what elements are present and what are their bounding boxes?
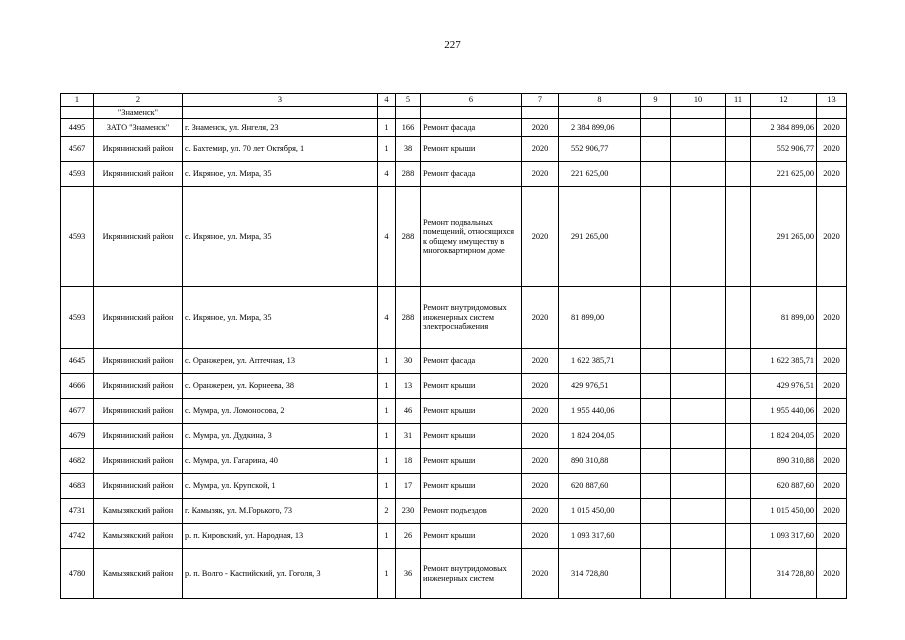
cell-c4: 1 bbox=[378, 424, 396, 449]
cell-year: 2020 bbox=[522, 162, 559, 187]
cell-district: Икрянинский район bbox=[94, 162, 183, 187]
cell-c9 bbox=[641, 287, 671, 349]
cell-address: р. п. Волго - Каспийский, ул. Гоголя, 3 bbox=[183, 549, 378, 599]
cell-amount: 291 265,00 bbox=[559, 187, 641, 287]
cell-id: 4593 bbox=[61, 187, 94, 287]
cell-c11 bbox=[726, 137, 751, 162]
table-row bbox=[61, 374, 847, 399]
cell-c13: 2020 bbox=[817, 119, 847, 137]
cell-c12: 314 728,80 bbox=[751, 549, 817, 599]
cell-id: 4593 bbox=[61, 162, 94, 187]
empty-cell bbox=[751, 107, 817, 119]
cell-c11 bbox=[726, 187, 751, 287]
header-cell: 2 bbox=[94, 94, 183, 107]
cell-c10 bbox=[671, 287, 726, 349]
empty-cell bbox=[671, 107, 726, 119]
cell-id: 4742 bbox=[61, 524, 94, 549]
cell-work: Ремонт подъездов bbox=[421, 499, 522, 524]
cell-c13: 2020 bbox=[817, 524, 847, 549]
cell-c13: 2020 bbox=[817, 399, 847, 424]
cell-c9 bbox=[641, 162, 671, 187]
cell-c4: 1 bbox=[378, 399, 396, 424]
cell-c13: 2020 bbox=[817, 187, 847, 287]
cell-id: 4677 bbox=[61, 399, 94, 424]
cell-year: 2020 bbox=[522, 374, 559, 399]
cell-c12: 552 906,77 bbox=[751, 137, 817, 162]
cell-c9 bbox=[641, 499, 671, 524]
cell-year: 2020 bbox=[522, 424, 559, 449]
cell-c4: 1 bbox=[378, 549, 396, 599]
cell-c11 bbox=[726, 549, 751, 599]
header-row bbox=[61, 94, 847, 107]
cell-work: Ремонт фасада bbox=[421, 119, 522, 137]
cell-c12: 1 093 317,60 bbox=[751, 524, 817, 549]
cell-c10 bbox=[671, 424, 726, 449]
cell-c12: 1 955 440,06 bbox=[751, 399, 817, 424]
cell-c10 bbox=[671, 374, 726, 399]
cell-c10 bbox=[671, 349, 726, 374]
cell-year: 2020 bbox=[522, 137, 559, 162]
cell-district: Икрянинский район bbox=[94, 449, 183, 474]
empty-cell bbox=[559, 107, 641, 119]
header-cell: 10 bbox=[671, 94, 726, 107]
cell-amount: 620 887,60 bbox=[559, 474, 641, 499]
empty-cell bbox=[396, 107, 421, 119]
cell-work: Ремонт крыши bbox=[421, 524, 522, 549]
cell-amount: 1 622 385,71 bbox=[559, 349, 641, 374]
cell-c13: 2020 bbox=[817, 137, 847, 162]
cell-c11 bbox=[726, 449, 751, 474]
cell-c4: 1 bbox=[378, 119, 396, 137]
table-row bbox=[61, 524, 847, 549]
cell-c4: 4 bbox=[378, 287, 396, 349]
cell-amount: 1 824 204,05 bbox=[559, 424, 641, 449]
cell-work: Ремонт внутридомовых инженерных систем электроснабжения bbox=[421, 287, 522, 349]
empty-cell bbox=[641, 107, 671, 119]
cell-c13: 2020 bbox=[817, 474, 847, 499]
empty-cell bbox=[726, 107, 751, 119]
header-cell: 9 bbox=[641, 94, 671, 107]
header-cell: 5 bbox=[396, 94, 421, 107]
cell-amount: 1 015 450,00 bbox=[559, 499, 641, 524]
header-cell: 11 bbox=[726, 94, 751, 107]
cell-c12: 890 310,88 bbox=[751, 449, 817, 474]
cell-c5: 38 bbox=[396, 137, 421, 162]
cell-address: с. Мумра, ул. Крупской, 1 bbox=[183, 474, 378, 499]
cell-address: с. Оранжереи, ул. Аптечная, 13 bbox=[183, 349, 378, 374]
cell-amount: 890 310,88 bbox=[559, 449, 641, 474]
cell-c5: 18 bbox=[396, 449, 421, 474]
table-row bbox=[61, 449, 847, 474]
cell-work: Ремонт подвальных помещений, относящихся к общему имуществу в многоквартирном доме bbox=[421, 187, 522, 287]
cell-id: 4567 bbox=[61, 137, 94, 162]
empty-cell bbox=[183, 107, 378, 119]
cell-c9 bbox=[641, 187, 671, 287]
cell-c5: 31 bbox=[396, 424, 421, 449]
cell-year: 2020 bbox=[522, 524, 559, 549]
cell-year: 2020 bbox=[522, 449, 559, 474]
cell-c4: 1 bbox=[378, 374, 396, 399]
cell-work: Ремонт крыши bbox=[421, 374, 522, 399]
cell-work: Ремонт крыши bbox=[421, 424, 522, 449]
table-row bbox=[61, 349, 847, 374]
cell-c13: 2020 bbox=[817, 499, 847, 524]
cell-c12: 2 384 899,06 bbox=[751, 119, 817, 137]
table-row bbox=[61, 424, 847, 449]
cell-c10 bbox=[671, 524, 726, 549]
cell-c4: 1 bbox=[378, 137, 396, 162]
cell-c11 bbox=[726, 349, 751, 374]
cell-c10 bbox=[671, 549, 726, 599]
cell-c4: 4 bbox=[378, 187, 396, 287]
cell-district: Икрянинский район bbox=[94, 424, 183, 449]
cell-amount: 81 899,00 bbox=[559, 287, 641, 349]
cell-c9 bbox=[641, 137, 671, 162]
header-cell: 8 bbox=[559, 94, 641, 107]
cell-amount: 221 625,00 bbox=[559, 162, 641, 187]
table-row bbox=[61, 499, 847, 524]
cell-c5: 288 bbox=[396, 187, 421, 287]
cell-c12: 81 899,00 bbox=[751, 287, 817, 349]
header-cell: 12 bbox=[751, 94, 817, 107]
cell-c13: 2020 bbox=[817, 449, 847, 474]
cell-year: 2020 bbox=[522, 287, 559, 349]
cell-year: 2020 bbox=[522, 549, 559, 599]
cell-c13: 2020 bbox=[817, 287, 847, 349]
cell-c11 bbox=[726, 119, 751, 137]
cell-c9 bbox=[641, 374, 671, 399]
cell-work: Ремонт крыши bbox=[421, 137, 522, 162]
cell-amount: 552 906,77 bbox=[559, 137, 641, 162]
header-cell: 4 bbox=[378, 94, 396, 107]
cell-c5: 288 bbox=[396, 287, 421, 349]
cell-c11 bbox=[726, 424, 751, 449]
cell-c4: 2 bbox=[378, 499, 396, 524]
cell-id: 4780 bbox=[61, 549, 94, 599]
header-cell: 1 bbox=[61, 94, 94, 107]
cell-c9 bbox=[641, 424, 671, 449]
cell-address: с. Мумра, ул. Ломоносова, 2 bbox=[183, 399, 378, 424]
cell-c9 bbox=[641, 549, 671, 599]
cell-c11 bbox=[726, 474, 751, 499]
cell-c12: 221 625,00 bbox=[751, 162, 817, 187]
cell-district: Камызякский район bbox=[94, 524, 183, 549]
cell-district: Икрянинский район bbox=[94, 187, 183, 287]
cell-district: Икрянинский район bbox=[94, 399, 183, 424]
repair-schedule-table bbox=[60, 93, 847, 599]
cell-c4: 1 bbox=[378, 524, 396, 549]
cell-address: с. Икряное, ул. Мира, 35 bbox=[183, 187, 378, 287]
cell-year: 2020 bbox=[522, 349, 559, 374]
cell-c4: 1 bbox=[378, 449, 396, 474]
cell-c5: 288 bbox=[396, 162, 421, 187]
continuation-district-cell: "Знаменск" bbox=[94, 107, 183, 119]
cell-year: 2020 bbox=[522, 399, 559, 424]
cell-address: с. Мумра, ул. Дудкина, 3 bbox=[183, 424, 378, 449]
cell-address: с. Бахтемир, ул. 70 лет Октября, 1 bbox=[183, 137, 378, 162]
cell-c9 bbox=[641, 349, 671, 374]
cell-c5: 13 bbox=[396, 374, 421, 399]
table-row bbox=[61, 119, 847, 137]
cell-c11 bbox=[726, 162, 751, 187]
table-row bbox=[61, 399, 847, 424]
cell-c10 bbox=[671, 399, 726, 424]
cell-c5: 17 bbox=[396, 474, 421, 499]
cell-c12: 620 887,60 bbox=[751, 474, 817, 499]
cell-district: Камызякский район bbox=[94, 549, 183, 599]
cell-c9 bbox=[641, 524, 671, 549]
cell-year: 2020 bbox=[522, 119, 559, 137]
empty-cell bbox=[522, 107, 559, 119]
cell-c13: 2020 bbox=[817, 349, 847, 374]
cell-c11 bbox=[726, 499, 751, 524]
cell-id: 4495 bbox=[61, 119, 94, 137]
cell-amount: 2 384 899,06 bbox=[559, 119, 641, 137]
cell-work: Ремонт фасада bbox=[421, 162, 522, 187]
cell-address: с. Икряное, ул. Мира, 35 bbox=[183, 287, 378, 349]
cell-year: 2020 bbox=[522, 187, 559, 287]
table-row bbox=[61, 137, 847, 162]
cell-address: с. Мумра, ул. Гагарина, 40 bbox=[183, 449, 378, 474]
empty-cell bbox=[817, 107, 847, 119]
cell-c4: 4 bbox=[378, 162, 396, 187]
cell-work: Ремонт крыши bbox=[421, 399, 522, 424]
table-row bbox=[61, 287, 847, 349]
cell-address: с. Оранжереи, ул. Корнеева, 38 bbox=[183, 374, 378, 399]
cell-amount: 1 093 317,60 bbox=[559, 524, 641, 549]
cell-c13: 2020 bbox=[817, 162, 847, 187]
cell-year: 2020 bbox=[522, 499, 559, 524]
cell-c13: 2020 bbox=[817, 549, 847, 599]
cell-c9 bbox=[641, 399, 671, 424]
cell-c10 bbox=[671, 162, 726, 187]
cell-c10 bbox=[671, 187, 726, 287]
cell-c9 bbox=[641, 119, 671, 137]
page-number: 227 bbox=[444, 39, 461, 51]
cell-c12: 1 824 204,05 bbox=[751, 424, 817, 449]
cell-district: Икрянинский район bbox=[94, 287, 183, 349]
cell-c11 bbox=[726, 399, 751, 424]
empty-cell bbox=[378, 107, 396, 119]
empty-cell bbox=[421, 107, 522, 119]
cell-amount: 1 955 440,06 bbox=[559, 399, 641, 424]
cell-c5: 30 bbox=[396, 349, 421, 374]
cell-c12: 1 622 385,71 bbox=[751, 349, 817, 374]
cell-work: Ремонт крыши bbox=[421, 449, 522, 474]
cell-c9 bbox=[641, 474, 671, 499]
cell-c10 bbox=[671, 474, 726, 499]
cell-c4: 1 bbox=[378, 474, 396, 499]
cell-work: Ремонт крыши bbox=[421, 474, 522, 499]
cell-work: Ремонт фасада bbox=[421, 349, 522, 374]
cell-c11 bbox=[726, 524, 751, 549]
table-row bbox=[61, 187, 847, 287]
header-cell: 7 bbox=[522, 94, 559, 107]
header-cell: 3 bbox=[183, 94, 378, 107]
cell-address: г. Знаменск, ул. Янгеля, 23 bbox=[183, 119, 378, 137]
cell-district: Икрянинский район bbox=[94, 137, 183, 162]
cell-district: Икрянинский район bbox=[94, 349, 183, 374]
header-cell: 6 bbox=[421, 94, 522, 107]
cell-c10 bbox=[671, 119, 726, 137]
cell-c12: 1 015 450,00 bbox=[751, 499, 817, 524]
cell-amount: 314 728,80 bbox=[559, 549, 641, 599]
cell-c5: 36 bbox=[396, 549, 421, 599]
cell-id: 4683 bbox=[61, 474, 94, 499]
cell-c12: 429 976,51 bbox=[751, 374, 817, 399]
cell-c10 bbox=[671, 449, 726, 474]
cell-id: 4682 bbox=[61, 449, 94, 474]
cell-c10 bbox=[671, 499, 726, 524]
cell-c11 bbox=[726, 287, 751, 349]
cell-id: 4645 bbox=[61, 349, 94, 374]
cell-address: с. Икряное, ул. Мира, 35 bbox=[183, 162, 378, 187]
table-row bbox=[61, 549, 847, 599]
table-row bbox=[61, 162, 847, 187]
cell-c13: 2020 bbox=[817, 374, 847, 399]
table-row bbox=[61, 474, 847, 499]
cell-c9 bbox=[641, 449, 671, 474]
cell-id: 4593 bbox=[61, 287, 94, 349]
empty-cell bbox=[61, 107, 94, 119]
cell-district: Икрянинский район bbox=[94, 474, 183, 499]
cell-c10 bbox=[671, 137, 726, 162]
cell-id: 4666 bbox=[61, 374, 94, 399]
cell-address: г. Камызяк, ул. М.Горького, 73 bbox=[183, 499, 378, 524]
cell-id: 4679 bbox=[61, 424, 94, 449]
cell-c4: 1 bbox=[378, 349, 396, 374]
cell-district: Камызякский район bbox=[94, 499, 183, 524]
cell-work: Ремонт внутридомовых инженерных систем bbox=[421, 549, 522, 599]
cell-id: 4731 bbox=[61, 499, 94, 524]
cell-district: Икрянинский район bbox=[94, 374, 183, 399]
cell-address: р. п. Кировский, ул. Народная, 13 bbox=[183, 524, 378, 549]
continuation-row bbox=[61, 107, 847, 119]
header-cell: 13 bbox=[817, 94, 847, 107]
cell-c13: 2020 bbox=[817, 424, 847, 449]
cell-year: 2020 bbox=[522, 474, 559, 499]
cell-amount: 429 976,51 bbox=[559, 374, 641, 399]
cell-district: ЗАТО "Знаменск" bbox=[94, 119, 183, 137]
cell-c5: 46 bbox=[396, 399, 421, 424]
cell-c5: 26 bbox=[396, 524, 421, 549]
cell-c5: 166 bbox=[396, 119, 421, 137]
cell-c11 bbox=[726, 374, 751, 399]
cell-c5: 230 bbox=[396, 499, 421, 524]
cell-c12: 291 265,00 bbox=[751, 187, 817, 287]
